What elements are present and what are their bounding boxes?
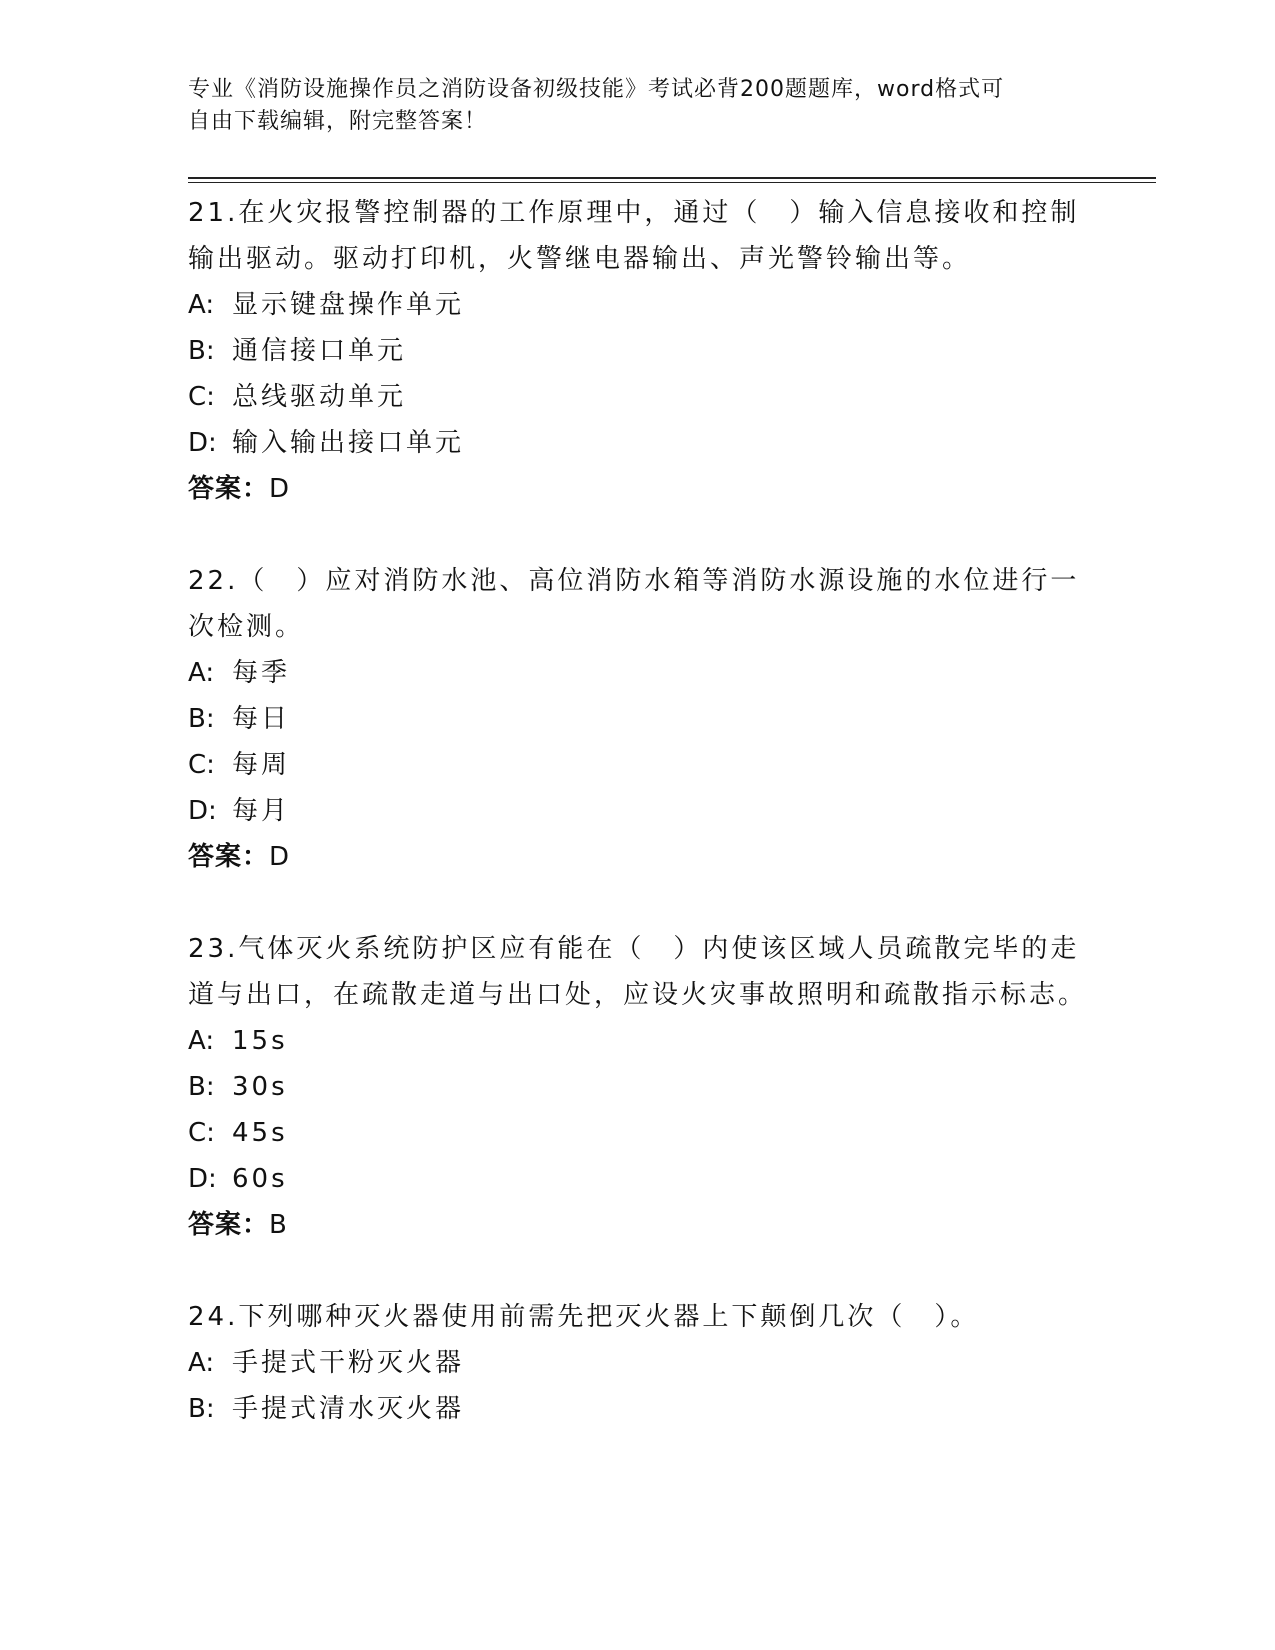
option-a [188,1340,1088,1386]
option-key: A: [188,290,215,320]
option-key: A: [188,1026,215,1056]
header-divider-thin [188,182,1156,183]
option-text: 输入输出接口单元 [232,428,465,458]
option-key: C: [188,750,215,780]
option-d [188,420,1088,466]
answer-value: D [269,842,291,872]
header-title-line2: 自由下载编辑，附完整答案！ [188,109,488,134]
option-key: B: [188,1072,215,1102]
option-key: D: [188,428,217,458]
option-key: C: [188,1118,215,1148]
option-key: A: [188,1348,215,1378]
answer-line [188,1202,1088,1248]
option-text: 手提式清水灭火器 [232,1394,465,1424]
option-a [188,1018,1088,1064]
answer-value: D [269,474,291,504]
answer-line [188,834,1088,880]
option-c [188,374,1088,420]
answer-value: B [269,1210,288,1240]
option-text: 显示键盘操作单元 [232,290,465,320]
question-text: 21.在火灾报警控制器的工作原理中，通过（ ）输入信息接收和控制输出驱动。驱动打印机，火警继电器输出、声光警铃输出等。 [188,198,1080,274]
question-item [188,1294,1088,1432]
option-text: 总线驱动单元 [232,382,407,412]
option-b [188,1064,1088,1110]
option-key: C: [188,382,215,412]
option-text: 每月 [232,796,291,826]
option-key: B: [188,704,215,734]
option-a [188,282,1088,328]
option-text: 每日 [232,704,291,734]
question-item [188,926,1088,1248]
option-text: 每周 [232,750,291,780]
option-key: D: [188,796,217,826]
option-text: 45s [232,1118,288,1148]
option-text: 每季 [232,658,291,688]
option-key: B: [188,336,215,366]
question-list [188,190,1088,1432]
option-text: 60s [232,1164,288,1194]
option-d [188,1156,1088,1202]
option-b [188,328,1088,374]
option-key: B: [188,1394,215,1424]
option-text: 手提式干粉灭火器 [232,1348,465,1378]
question-item [188,558,1088,880]
option-key: D: [188,1164,217,1194]
question-text: 23.气体灭火系统防护区应有能在（ ）内使该区域人员疏散完毕的走道与出口，在疏散走道与出口处，应设火灾事故照明和疏散指示标志。 [188,934,1088,1010]
option-text: 通信接口单元 [232,336,407,366]
option-b [188,1386,1088,1432]
answer-label: 答案： [188,474,270,504]
option-c [188,1110,1088,1156]
answer-label: 答案： [188,1210,270,1240]
option-key: A: [188,658,215,688]
document-header [188,74,1088,138]
question-text: 22.（ ）应对消防水池、高位消防水箱等消防水源设施的水位进行一次检测。 [188,566,1080,642]
option-text: 15s [232,1026,288,1056]
question-text: 24.下列哪种灭火器使用前需先把灭火器上下颠倒几次（ ）。 [188,1302,980,1332]
question-item [188,190,1088,512]
option-b [188,696,1088,742]
option-text: 30s [232,1072,288,1102]
answer-line [188,466,1088,512]
answer-label: 答案： [188,842,270,872]
header-divider [188,177,1156,179]
header-title-line1: 专业《消防设施操作员之消防设备初级技能》考试必背200题题库，word格式可 [188,77,1005,102]
option-c [188,742,1088,788]
option-d [188,788,1088,834]
option-a [188,650,1088,696]
